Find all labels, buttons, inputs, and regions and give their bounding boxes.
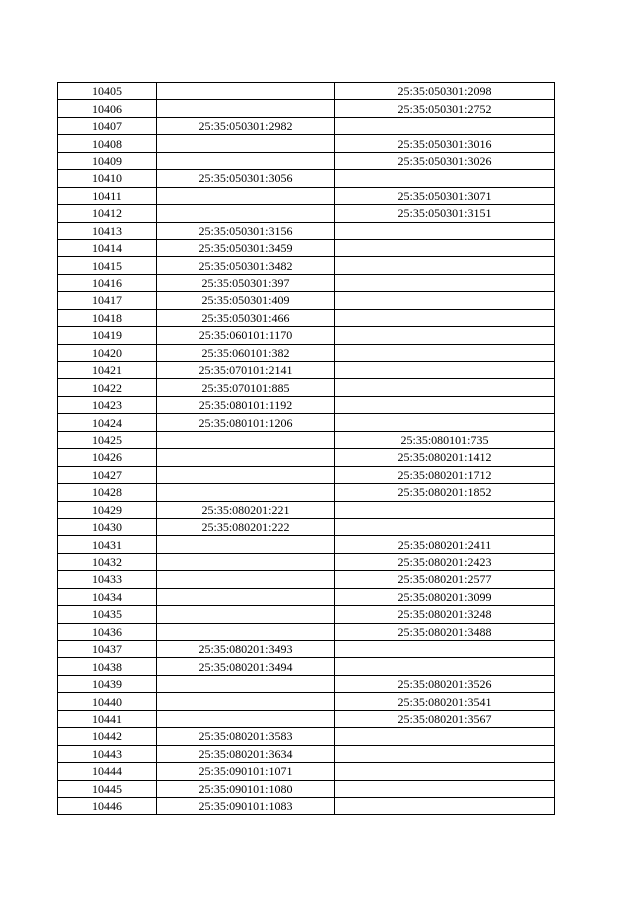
table-row (58, 152, 555, 169)
cadastral-number-cell-right (335, 414, 555, 431)
row-number-cell: 10444 (58, 763, 157, 780)
cadastral-number-cell-right (335, 641, 555, 658)
cadastral-number-cell-right: 25:35:050301:3016 (335, 135, 555, 152)
table-row (58, 309, 555, 326)
table-row (58, 362, 555, 379)
cadastral-number-cell-right (335, 170, 555, 187)
table-row (58, 344, 555, 361)
row-number-cell: 10429 (58, 501, 157, 518)
cadastral-number-cell-right: 25:35:050301:2098 (335, 83, 555, 100)
cadastral-number-cell-left (157, 187, 335, 204)
table-row (58, 728, 555, 745)
row-number-cell: 10425 (58, 431, 157, 448)
row-number-cell: 10435 (58, 606, 157, 623)
cadastral-number-cell-left (157, 484, 335, 501)
cadastral-number-cell-right: 25:35:050301:3151 (335, 205, 555, 222)
cadastral-number-cell-left: 25:35:080201:222 (157, 518, 335, 535)
table-row (58, 571, 555, 588)
cadastral-number-cell-right: 25:35:080201:3567 (335, 710, 555, 727)
cadastral-number-cell-left: 25:35:050301:466 (157, 309, 335, 326)
table-row (58, 745, 555, 762)
row-number-cell: 10406 (58, 100, 157, 117)
table-row (58, 641, 555, 658)
row-number-cell: 10412 (58, 205, 157, 222)
cadastral-number-cell-right (335, 658, 555, 675)
table-body (58, 83, 555, 815)
row-number-cell: 10420 (58, 344, 157, 361)
cadastral-number-cell-left (157, 83, 335, 100)
cadastral-number-cell-right: 25:35:080201:1852 (335, 484, 555, 501)
row-number-cell: 10410 (58, 170, 157, 187)
cadastral-number-cell-left: 25:35:070101:2141 (157, 362, 335, 379)
cadastral-number-cell-left (157, 623, 335, 640)
row-number-cell: 10432 (58, 553, 157, 570)
cadastral-number-cell-left: 25:35:080201:3493 (157, 641, 335, 658)
row-number-cell: 10409 (58, 152, 157, 169)
cadastral-number-cell-right (335, 327, 555, 344)
cadastral-number-cell-left (157, 675, 335, 692)
table-row (58, 396, 555, 413)
table-row (58, 135, 555, 152)
table-row (58, 536, 555, 553)
table-row (58, 693, 555, 710)
cadastral-number-cell-left (157, 449, 335, 466)
cadastral-number-cell-left: 25:35:050301:3056 (157, 170, 335, 187)
cadastral-number-cell-right (335, 518, 555, 535)
cadastral-number-cell-left: 25:35:080101:1192 (157, 396, 335, 413)
table-row (58, 553, 555, 570)
cadastral-number-cell-right: 25:35:050301:3026 (335, 152, 555, 169)
table-row (58, 327, 555, 344)
table-row (58, 484, 555, 501)
cadastral-number-cell-right (335, 379, 555, 396)
cadastral-number-cell-left (157, 100, 335, 117)
row-number-cell: 10407 (58, 117, 157, 134)
row-number-cell: 10423 (58, 396, 157, 413)
cadastral-number-cell-right (335, 274, 555, 291)
cadastral-number-cell-right (335, 780, 555, 797)
cadastral-number-cell-right: 25:35:080201:3099 (335, 588, 555, 605)
table-row (58, 623, 555, 640)
cadastral-number-cell-left (157, 135, 335, 152)
cadastral-number-cell-left: 25:35:090101:1071 (157, 763, 335, 780)
cadastral-number-cell-left: 25:35:050301:2982 (157, 117, 335, 134)
cadastral-number-cell-right (335, 117, 555, 134)
cadastral-number-cell-left: 25:35:070101:885 (157, 379, 335, 396)
row-number-cell: 10413 (58, 222, 157, 239)
table-row (58, 658, 555, 675)
table-row (58, 588, 555, 605)
row-number-cell: 10436 (58, 623, 157, 640)
row-number-cell: 10421 (58, 362, 157, 379)
row-number-cell: 10419 (58, 327, 157, 344)
table-row (58, 501, 555, 518)
row-number-cell: 10441 (58, 710, 157, 727)
cadastral-number-cell-right (335, 222, 555, 239)
cadastral-number-cell-left: 25:35:090101:1080 (157, 780, 335, 797)
cadastral-number-cell-right: 25:35:080201:3526 (335, 675, 555, 692)
cadastral-number-cell-right: 25:35:080201:3541 (335, 693, 555, 710)
table-row (58, 83, 555, 100)
cadastral-number-cell-right: 25:35:080201:2411 (335, 536, 555, 553)
table-row (58, 274, 555, 291)
table-row (58, 239, 555, 256)
cadastral-number-cell-right (335, 797, 555, 814)
cadastral-number-table (57, 82, 555, 815)
cadastral-number-cell-left: 25:35:050301:397 (157, 274, 335, 291)
cadastral-number-cell-left (157, 693, 335, 710)
cadastral-number-cell-right (335, 239, 555, 256)
row-number-cell: 10437 (58, 641, 157, 658)
cadastral-number-cell-left (157, 152, 335, 169)
cadastral-number-cell-right: 25:35:080201:2423 (335, 553, 555, 570)
cadastral-number-cell-right (335, 309, 555, 326)
table-row (58, 797, 555, 814)
cadastral-number-cell-right (335, 501, 555, 518)
table-row (58, 763, 555, 780)
row-number-cell: 10431 (58, 536, 157, 553)
cadastral-number-cell-left (157, 205, 335, 222)
row-number-cell: 10434 (58, 588, 157, 605)
row-number-cell: 10426 (58, 449, 157, 466)
table-row (58, 780, 555, 797)
table-row (58, 431, 555, 448)
cadastral-number-cell-right (335, 763, 555, 780)
cadastral-number-cell-left: 25:35:080201:3494 (157, 658, 335, 675)
cadastral-number-cell-left (157, 466, 335, 483)
row-number-cell: 10424 (58, 414, 157, 431)
row-number-cell: 10438 (58, 658, 157, 675)
row-number-cell: 10417 (58, 292, 157, 309)
table-row (58, 414, 555, 431)
cadastral-number-cell-right (335, 344, 555, 361)
row-number-cell: 10427 (58, 466, 157, 483)
cadastral-number-cell-right (335, 257, 555, 274)
cadastral-number-cell-left: 25:35:080201:3583 (157, 728, 335, 745)
cadastral-number-cell-left (157, 553, 335, 570)
table-row (58, 606, 555, 623)
row-number-cell: 10439 (58, 675, 157, 692)
table-row (58, 379, 555, 396)
cadastral-number-cell-left: 25:35:050301:3156 (157, 222, 335, 239)
cadastral-number-cell-left (157, 536, 335, 553)
table-row (58, 292, 555, 309)
table-row (58, 117, 555, 134)
cadastral-number-cell-left (157, 606, 335, 623)
cadastral-number-cell-left: 25:35:050301:3459 (157, 239, 335, 256)
row-number-cell: 10442 (58, 728, 157, 745)
cadastral-number-cell-left: 25:35:060101:1170 (157, 327, 335, 344)
row-number-cell: 10411 (58, 187, 157, 204)
cadastral-number-cell-right (335, 292, 555, 309)
row-number-cell: 10446 (58, 797, 157, 814)
row-number-cell: 10443 (58, 745, 157, 762)
row-number-cell: 10440 (58, 693, 157, 710)
cadastral-number-cell-left (157, 571, 335, 588)
cadastral-number-cell-right (335, 362, 555, 379)
cadastral-number-cell-right (335, 396, 555, 413)
row-number-cell: 10428 (58, 484, 157, 501)
row-number-cell: 10405 (58, 83, 157, 100)
cadastral-number-cell-right: 25:35:080201:3248 (335, 606, 555, 623)
table-row (58, 170, 555, 187)
row-number-cell: 10445 (58, 780, 157, 797)
cadastral-number-cell-left: 25:35:050301:409 (157, 292, 335, 309)
row-number-cell: 10415 (58, 257, 157, 274)
table-row (58, 710, 555, 727)
cadastral-number-cell-right: 25:35:050301:3071 (335, 187, 555, 204)
cadastral-number-cell-right: 25:35:080201:2577 (335, 571, 555, 588)
cadastral-number-cell-left (157, 710, 335, 727)
cadastral-number-cell-right (335, 745, 555, 762)
table-row (58, 205, 555, 222)
cadastral-number-cell-right: 25:35:080201:1712 (335, 466, 555, 483)
table-row (58, 100, 555, 117)
cadastral-number-cell-right (335, 728, 555, 745)
cadastral-number-cell-right: 25:35:080201:1412 (335, 449, 555, 466)
row-number-cell: 10433 (58, 571, 157, 588)
table-row (58, 222, 555, 239)
table-row (58, 466, 555, 483)
row-number-cell: 10422 (58, 379, 157, 396)
cadastral-number-cell-left (157, 431, 335, 448)
table-row (58, 257, 555, 274)
table-row (58, 518, 555, 535)
cadastral-number-cell-left: 25:35:060101:382 (157, 344, 335, 361)
table-row (58, 675, 555, 692)
cadastral-number-cell-left: 25:35:090101:1083 (157, 797, 335, 814)
cadastral-number-cell-left: 25:35:080101:1206 (157, 414, 335, 431)
cadastral-number-cell-left: 25:35:050301:3482 (157, 257, 335, 274)
cadastral-number-cell-right: 25:35:050301:2752 (335, 100, 555, 117)
cadastral-number-cell-left (157, 588, 335, 605)
row-number-cell: 10418 (58, 309, 157, 326)
table-row (58, 449, 555, 466)
table-row (58, 187, 555, 204)
cadastral-number-cell-right: 25:35:080201:3488 (335, 623, 555, 640)
row-number-cell: 10430 (58, 518, 157, 535)
cadastral-number-cell-left: 25:35:080201:3634 (157, 745, 335, 762)
row-number-cell: 10416 (58, 274, 157, 291)
cadastral-number-cell-left: 25:35:080201:221 (157, 501, 335, 518)
row-number-cell: 10408 (58, 135, 157, 152)
row-number-cell: 10414 (58, 239, 157, 256)
cadastral-number-cell-right: 25:35:080101:735 (335, 431, 555, 448)
